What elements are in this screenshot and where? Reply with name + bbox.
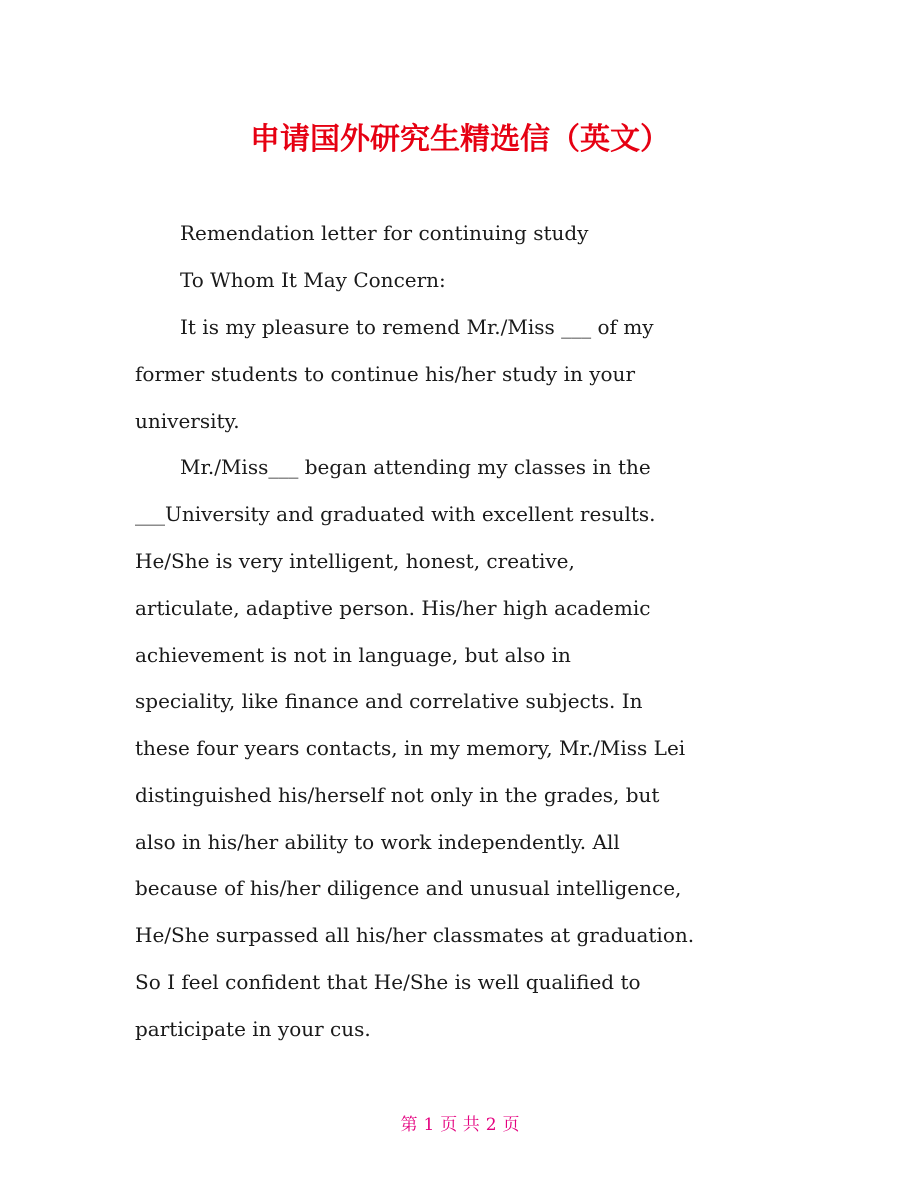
body-line: So I feel confident that He/She is well qualified to — [135, 970, 641, 994]
body-line: speciality, like finance and correlative subjects. In — [135, 689, 643, 713]
page-footer — [0, 1112, 920, 1138]
body-line: He/She surpassed all his/her classmates at graduation. — [135, 923, 695, 947]
footer-page-number: 1 — [423, 1115, 435, 1135]
body-line: because of his/her diligence and unusual intelligence, — [135, 876, 682, 900]
body-line: achievement is not in language, but also in — [135, 643, 571, 667]
letter-subject: Remendation letter for continuing study — [180, 221, 589, 245]
body-line: He/She is very intelligent, honest, creative, — [135, 549, 575, 573]
body-line: former students to continue his/her study in your — [135, 362, 635, 386]
body-line: also in his/her ability to work independently. All — [135, 830, 620, 854]
footer-mid: 页 共 — [440, 1115, 480, 1135]
letter-salutation: To Whom It May Concern: — [180, 268, 446, 292]
page-title: 申请国外研究生精选信（英文） — [250, 122, 670, 157]
footer-suffix: 页 — [502, 1115, 520, 1135]
body-line: distinguished his/herself not only in the grades, but — [135, 783, 660, 807]
body-line: these four years contacts, in my memory, Mr./Miss Lei — [135, 736, 686, 760]
body-line: ___University and graduated with excellent results. — [135, 502, 656, 526]
footer-prefix: 第 — [400, 1115, 418, 1135]
footer-total-pages: 2 — [485, 1115, 497, 1135]
body-line: Mr./Miss___ began attending my classes in the — [180, 455, 651, 479]
body-line: university. — [135, 409, 240, 433]
body-line: articulate, adaptive person. His/her high academic — [135, 596, 651, 620]
body-line: It is my pleasure to remend Mr./Miss ___ of my — [180, 315, 654, 339]
body-line: participate in your cus. — [135, 1017, 371, 1041]
